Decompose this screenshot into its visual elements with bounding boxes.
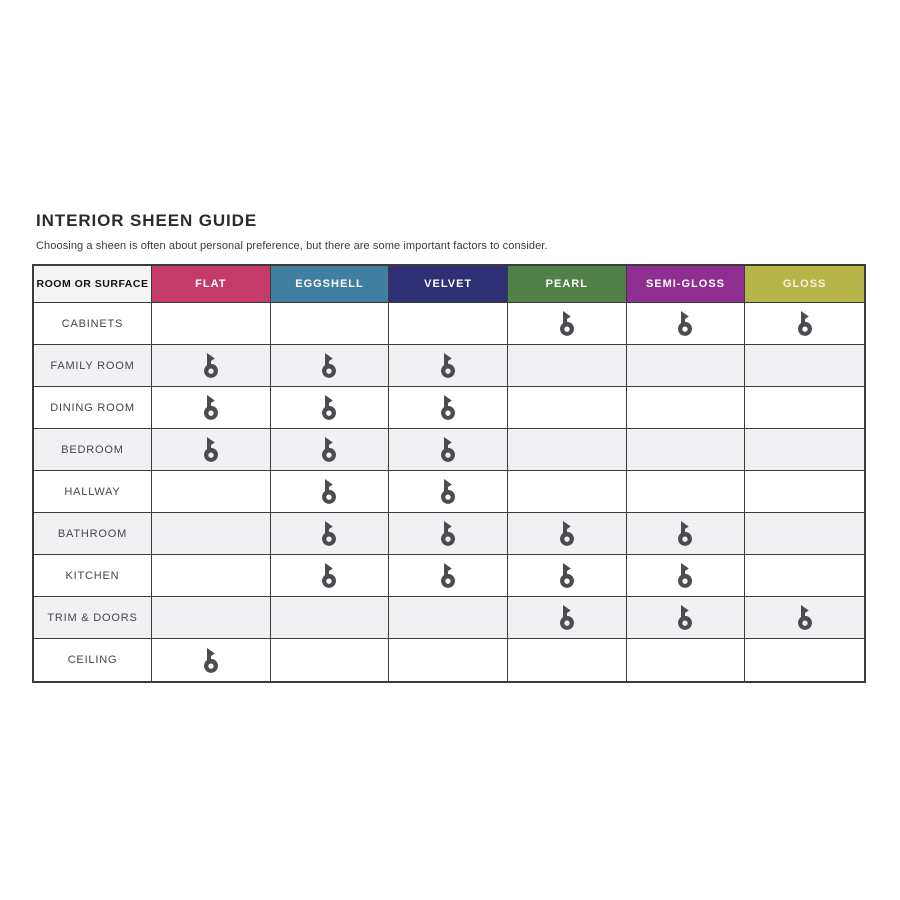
cell-kitchen-eggshell-checked [271, 555, 390, 597]
brand-b-check-icon [319, 562, 339, 589]
brand-b-check-icon [201, 352, 221, 379]
cell-kitchen-semi-gloss-checked [627, 555, 746, 597]
corner-header-room-or-surface: ROOM OR SURFACE [34, 266, 152, 303]
brand-b-check-icon [795, 310, 815, 337]
brand-b-check-icon [675, 520, 695, 547]
cell-bedroom-eggshell-checked [271, 429, 390, 471]
cell-ceiling-velvet-empty [389, 639, 508, 681]
cell-cabinets-pearl-checked [508, 303, 627, 345]
brand-b-check-icon [319, 478, 339, 505]
cell-trim-doors-semi-gloss-checked [627, 597, 746, 639]
cell-ceiling-eggshell-empty [271, 639, 390, 681]
cell-bathroom-gloss-empty [745, 513, 864, 555]
row-label-trim-doors: TRIM & DOORS [34, 597, 152, 639]
row-label-kitchen: KITCHEN [34, 555, 152, 597]
table-row-cabinets [34, 303, 864, 345]
cell-dining-room-semi-gloss-empty [627, 387, 746, 429]
sheen-guide-table [32, 264, 866, 683]
cell-family-room-pearl-empty [508, 345, 627, 387]
brand-b-check-icon [557, 310, 577, 337]
cell-bedroom-semi-gloss-empty [627, 429, 746, 471]
cell-cabinets-gloss-checked [745, 303, 864, 345]
brand-b-check-icon [438, 394, 458, 421]
cell-family-room-gloss-empty [745, 345, 864, 387]
brand-b-check-icon [438, 352, 458, 379]
brand-b-check-icon [675, 604, 695, 631]
cell-bathroom-velvet-checked [389, 513, 508, 555]
cell-dining-room-gloss-empty [745, 387, 864, 429]
brand-b-check-icon [201, 647, 221, 674]
cell-bathroom-flat-empty [152, 513, 271, 555]
table-row-trim-doors [34, 597, 864, 639]
column-header-gloss: GLOSS [745, 266, 864, 303]
cell-cabinets-semi-gloss-checked [627, 303, 746, 345]
table-row-bedroom [34, 429, 864, 471]
cell-trim-doors-eggshell-empty [271, 597, 390, 639]
cell-bedroom-velvet-checked [389, 429, 508, 471]
cell-cabinets-eggshell-empty [271, 303, 390, 345]
row-label-cabinets: CABINETS [34, 303, 152, 345]
cell-ceiling-flat-checked [152, 639, 271, 681]
brand-b-check-icon [557, 604, 577, 631]
cell-cabinets-velvet-empty [389, 303, 508, 345]
cell-bathroom-semi-gloss-checked [627, 513, 746, 555]
cell-bathroom-eggshell-checked [271, 513, 390, 555]
cell-ceiling-semi-gloss-empty [627, 639, 746, 681]
cell-family-room-velvet-checked [389, 345, 508, 387]
cell-dining-room-velvet-checked [389, 387, 508, 429]
row-label-family-room: FAMILY ROOM [34, 345, 152, 387]
brand-b-check-icon [319, 352, 339, 379]
cell-bedroom-pearl-empty [508, 429, 627, 471]
brand-b-check-icon [319, 520, 339, 547]
cell-ceiling-gloss-empty [745, 639, 864, 681]
brand-b-check-icon [557, 562, 577, 589]
cell-family-room-semi-gloss-empty [627, 345, 746, 387]
cell-bedroom-flat-checked [152, 429, 271, 471]
cell-kitchen-pearl-checked [508, 555, 627, 597]
cell-bathroom-pearl-checked [508, 513, 627, 555]
brand-b-check-icon [201, 436, 221, 463]
row-label-hallway: HALLWAY [34, 471, 152, 513]
cell-hallway-gloss-empty [745, 471, 864, 513]
column-header-semi-gloss: SEMI-GLOSS [627, 266, 746, 303]
table-body [34, 303, 864, 681]
cell-dining-room-flat-checked [152, 387, 271, 429]
brand-b-check-icon [438, 520, 458, 547]
table-row-dining-room [34, 387, 864, 429]
column-header-flat: FLAT [152, 266, 271, 303]
brand-b-check-icon [201, 394, 221, 421]
cell-family-room-flat-checked [152, 345, 271, 387]
brand-b-check-icon [438, 478, 458, 505]
brand-b-check-icon [319, 394, 339, 421]
cell-family-room-eggshell-checked [271, 345, 390, 387]
page-title: INTERIOR SHEEN GUIDE [36, 211, 258, 230]
row-label-ceiling: CEILING [34, 639, 152, 681]
brand-b-check-icon [675, 310, 695, 337]
row-label-bathroom: BATHROOM [34, 513, 152, 555]
table-row-kitchen [34, 555, 864, 597]
table-row-family-room [34, 345, 864, 387]
cell-hallway-flat-empty [152, 471, 271, 513]
brand-b-check-icon [319, 436, 339, 463]
table-row-bathroom [34, 513, 864, 555]
cell-trim-doors-flat-empty [152, 597, 271, 639]
cell-kitchen-gloss-empty [745, 555, 864, 597]
cell-kitchen-velvet-checked [389, 555, 508, 597]
cell-cabinets-flat-empty [152, 303, 271, 345]
cell-trim-doors-pearl-checked [508, 597, 627, 639]
cell-hallway-pearl-empty [508, 471, 627, 513]
page-subtitle: Choosing a sheen is often about personal preference, but there are some important factors to consider. [36, 240, 548, 252]
column-header-velvet: VELVET [389, 266, 508, 303]
column-header-pearl: PEARL [508, 266, 627, 303]
cell-hallway-semi-gloss-empty [627, 471, 746, 513]
column-header-eggshell: EGGSHELL [271, 266, 390, 303]
cell-hallway-velvet-checked [389, 471, 508, 513]
row-label-dining-room: DINING ROOM [34, 387, 152, 429]
cell-ceiling-pearl-empty [508, 639, 627, 681]
brand-b-check-icon [795, 604, 815, 631]
table-row-hallway [34, 471, 864, 513]
table-row-ceiling [34, 639, 864, 681]
brand-b-check-icon [438, 562, 458, 589]
cell-kitchen-flat-empty [152, 555, 271, 597]
cell-dining-room-eggshell-checked [271, 387, 390, 429]
brand-b-check-icon [557, 520, 577, 547]
table-header-row [34, 266, 864, 303]
cell-bedroom-gloss-empty [745, 429, 864, 471]
row-label-bedroom: BEDROOM [34, 429, 152, 471]
cell-trim-doors-velvet-empty [389, 597, 508, 639]
cell-trim-doors-gloss-checked [745, 597, 864, 639]
brand-b-check-icon [675, 562, 695, 589]
brand-b-check-icon [438, 436, 458, 463]
cell-hallway-eggshell-checked [271, 471, 390, 513]
cell-dining-room-pearl-empty [508, 387, 627, 429]
